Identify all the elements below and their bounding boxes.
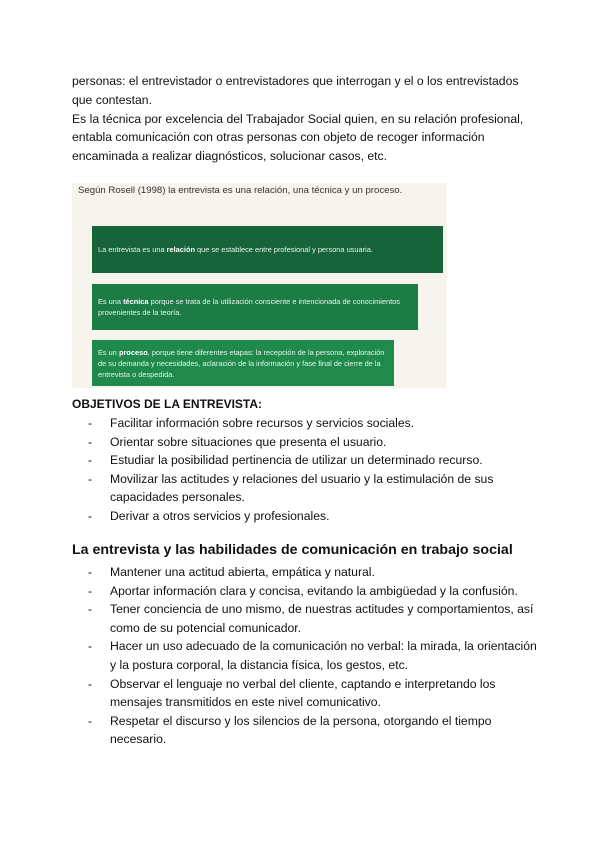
tecnica-box — [92, 284, 418, 330]
intro-line: que contestan. — [72, 92, 152, 107]
objetivos-heading: OBJETIVOS DE LA ENTREVISTA: — [72, 397, 263, 411]
list-item: - Aportar información clara y concisa, evitando la ambigüedad y la confusión. — [88, 583, 518, 598]
list-item: - Orientar sobre situaciones que presenta el usuario. — [88, 434, 387, 449]
habilidades-list — [72, 563, 542, 749]
box-text: Es una técnica porque se trata de la utilización consciente e intencionada de conocimientos provenientes de la teoría. — [98, 297, 400, 317]
list-item: - Hacer un uso adecuado de la comunicación no verbal: la mirada, la orientación y la postura corporal, la distancia física, los gestos, etc. — [88, 639, 537, 672]
list-item: - Estudiar la posibilidad pertinencia de utilizar un determinado recurso. — [88, 453, 483, 468]
relacion-box — [92, 226, 443, 273]
intro-line: encaminada a realizar diagnósticos, solucionar casos, etc. — [72, 149, 388, 164]
rosell-figure — [72, 183, 447, 388]
intro-line: entabla comunicación con otras personas con objeto de recoger información — [72, 130, 485, 145]
figure-caption: Según Rosell (1998) la entrevista es una relación, una técnica y un proceso. — [78, 185, 403, 196]
list-item: - Tener conciencia de uno mismo, de nuestras actitudes y comportamientos, así como de su potencial comunicador. — [88, 602, 534, 635]
list-item: - Mantener una actitud abierta, empática y natural. — [88, 565, 375, 579]
habilidades-heading: La entrevista y las habilidades de comunicación en trabajo social — [72, 542, 513, 558]
list-item: - Movilizar las actitudes y relaciones del usuario y la estimulación de sus capacidades personales. — [88, 471, 494, 505]
proceso-box — [92, 340, 394, 386]
intro-line: personas: el entrevistador o entrevistadores que interrogan y el o los entrevistados — [72, 74, 519, 88]
list-item: - Facilitar información sobre recursos y servicios sociales. — [88, 416, 415, 430]
list-item: - Respetar el discurso y los silencios de la persona, otorgando el tiempo necesario. — [88, 713, 492, 747]
list-item: - Observar el lenguaje no verbal del cliente, captando e interpretando los mensajes transmitidos en este nivel comunicativo. — [88, 676, 496, 710]
list-item: - Derivar a otros servicios y profesionales. — [88, 508, 330, 523]
objetivos-list — [72, 414, 542, 526]
intro-paragraph — [72, 72, 532, 166]
intro-line: Es la técnica por excelencia del Trabajador Social quien, en su relación profesional, — [72, 111, 524, 126]
box-text: Es un proceso, porque tiene diferentes etapas: la recepción de la persona, exploración de su demanda y necesidades, aclaración de la información y fase final de cierre de la entrevista o despedida. — [98, 347, 385, 379]
box-text: La entrevista es una relación que se establece entre profesional y persona usuaria. — [98, 245, 373, 254]
